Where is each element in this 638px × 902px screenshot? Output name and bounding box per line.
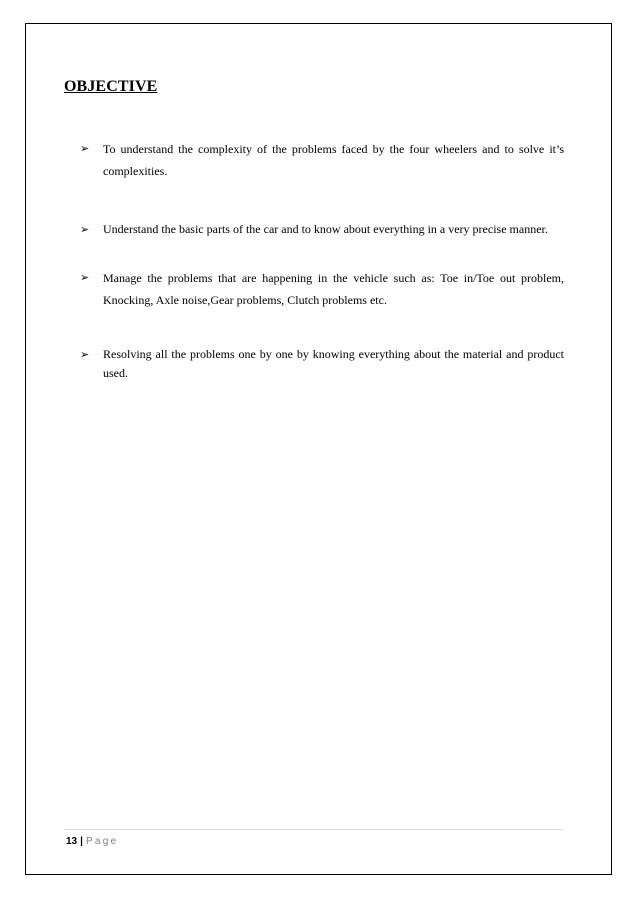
- page-title: OBJECTIVE: [64, 78, 158, 95]
- list-item-text: Resolving all the problems one by one by knowing everything about the material and product used.: [103, 347, 564, 380]
- arrow-bullet-icon: ➢: [80, 271, 90, 284]
- list-item: [64, 220, 564, 239]
- footer-separator: |: [80, 836, 83, 847]
- list-item-text: Understand the basic parts of the car and to know about everything in a very precise manner.: [103, 222, 548, 236]
- page-label: Page: [85, 836, 119, 847]
- objective-list: [64, 138, 564, 383]
- page-number: 13: [66, 836, 78, 847]
- arrow-bullet-icon: ➢: [80, 348, 90, 361]
- page-footer: [66, 836, 119, 847]
- list-item-text: To understand the complexity of the problems faced by the four wheelers and to solve it’s complexities.: [103, 142, 564, 178]
- footer-divider: [64, 829, 563, 830]
- arrow-bullet-icon: ➢: [80, 142, 90, 155]
- arrow-bullet-icon: ➢: [80, 223, 90, 236]
- list-item-text: Manage the problems that are happening in the vehicle such as: Toe in/Toe out problem, Knocking, Axle noise,Gear problems, Clutch problems etc.: [103, 271, 564, 307]
- list-item: [64, 267, 564, 311]
- list-item: [64, 345, 564, 383]
- list-item: [64, 138, 564, 182]
